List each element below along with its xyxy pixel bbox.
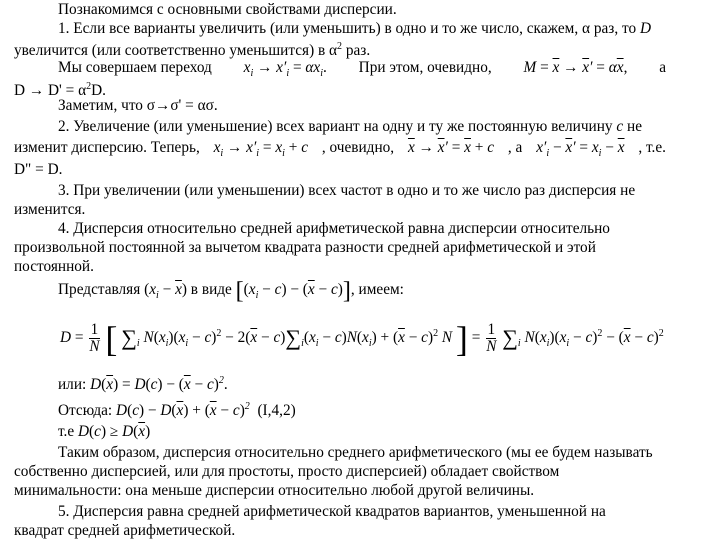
text-line: Отсюда: $D(c) - D(\overline{x}) + (\overline{x} - c)^2$ (I,4,2)	[58, 401, 296, 420]
formula: $[(x_i - c) - (\overline{x} - c)]$	[235, 278, 351, 304]
formula: $D(c) \ge D(\overline{x})$	[77, 423, 151, 440]
text-line: $D \to D' = \alpha^2D$.	[14, 81, 106, 100]
text-line: собственно дисперсией, или для простоты, просто дисперсией) обладает свойством	[14, 463, 560, 480]
text-line: изменится.	[14, 201, 86, 218]
text-line: постоянной.	[14, 258, 94, 275]
variance-formula: D = $\frac{1}{N}$ [ $\sum_i$ $N(x_i)(x_i - c)^2 - 2(\overline{x} - c)\sum_i(x_i - c)N(x_i) + (\overline{x} - c)^2$ N ] = $\frac{1}{N}$ $\sum_i$ $N(x_i)(x_i - c)^2 - (\overline{x} - c)^2$	[60, 319, 664, 360]
text-line: 5. Дисперсия равна средней арифметической квадратов вариантов, уменьшенной на	[58, 503, 606, 520]
text-line: произвольной постоянной за вычетом квадрата разности средней арифметической и этой	[14, 239, 596, 256]
text-line: 1. Если все варианты увеличить (или уменьшить) в одно и то же число, скажем, α раз, то D	[58, 20, 652, 37]
text-line: Заметим, что σ→σ' = ασ.	[58, 97, 218, 114]
text-line: 2. Увеличение (или уменьшение) всех вариант на одну и ту же постоянную величину c не	[58, 118, 643, 135]
formula: $(x_i - \overline{x})$	[144, 281, 187, 302]
text-line: 3. При увеличении (или уменьшении) всех частот в одно и то же число раз дисперсия не	[58, 182, 636, 199]
text-line: или: $D(\overline{x}) = D(c) - (\overline{x} - c)^2$.	[58, 375, 228, 394]
formula: $x_i \to x'_i = x_i + c$	[213, 139, 309, 160]
text-line: квадрат средней арифметической.	[14, 522, 236, 539]
text-line: Таким образом, дисперсия относительно среднего арифметического (мы ее будем называть	[58, 444, 653, 461]
formula: $x_i \to x'_i = \alpha x_i$.	[243, 59, 327, 80]
text-line: 4. Дисперсия относительно средней арифметической равна дисперсии относительно	[58, 220, 610, 237]
formula: $D(c) - D(\overline{x}) + (\overline{x} - c)^2$	[116, 401, 250, 420]
text-line: Познакомимся с основными свойствами дисперсии.	[58, 1, 397, 18]
text-line: D" = D.	[14, 161, 63, 178]
formula: $M = \overline{x} \to \overline{x}' = \alpha\overline{x}$,	[523, 59, 628, 76]
text-line: Представляя $(x_i - \overline{x})$ в виде $[(x_i - c) - (\overline{x} - c)]$, имеем:	[58, 278, 404, 304]
text-line: т.е $D(c) \ge D(\overline{x})$	[58, 423, 151, 440]
text-line: увеличится (или соответственно уменьшится) в $\alpha^2$ раз.	[14, 41, 371, 60]
text-line: Мы совершаем переход $x_i \to x'_i = \alpha x_i$. При этом, очевидно, $M = \overline{x} \to \overline{x}' = \alpha\overline{x}$, а	[58, 59, 666, 83]
text-line: минимальности: она меньше дисперсии относительно любой другой величины.	[14, 482, 535, 499]
formula: $x'_i - \overline{x}' = x_i - \overline{x}$	[536, 139, 625, 160]
formula: $D(\overline{x}) = D(c) - (\overline{x} - c)^2$.	[90, 375, 228, 394]
formula: $\overline{x} \to \overline{x}' = \overline{x} + c$	[407, 139, 495, 156]
text-line: изменит дисперсию. Теперь, $x_i \to x'_i = x_i + c$ , очевидно, $\overline{x} \to \overline{x}' = \overline{x} + c$ , а $x'_i - \overline{x}' = x_i - \overline{x}$ , т.е.	[14, 139, 666, 163]
